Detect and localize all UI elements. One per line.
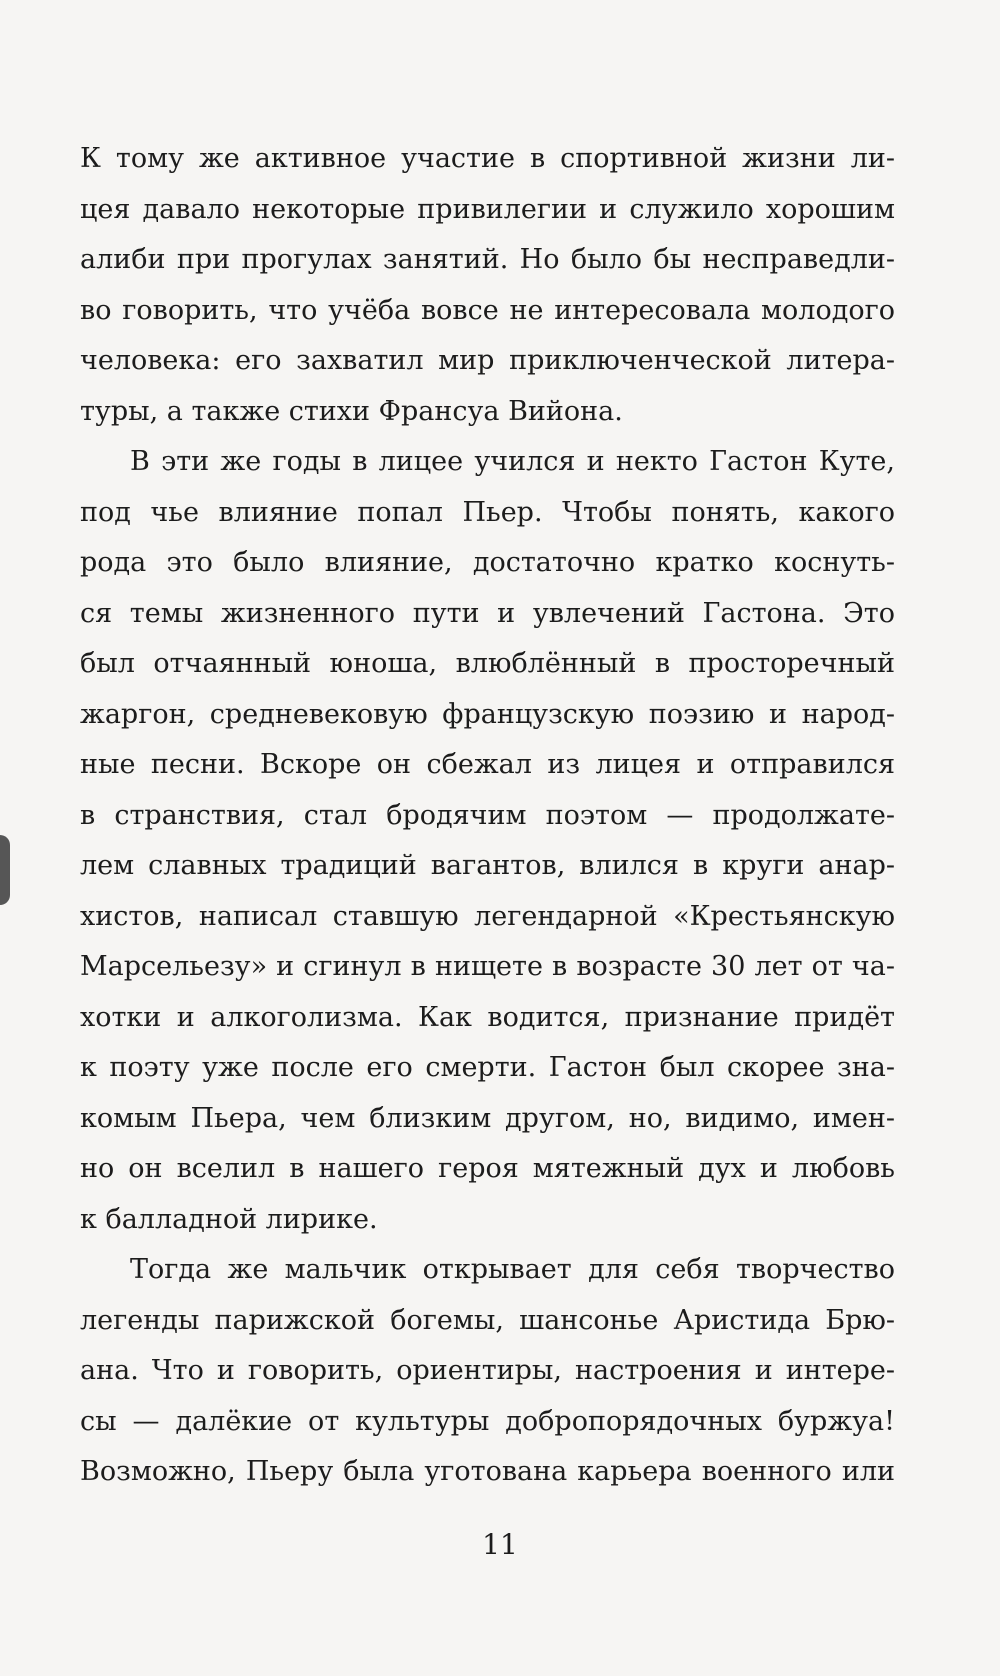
text-line: Возможно, Пьеру была уготована карьера военного или bbox=[80, 1456, 895, 1487]
text-line: жаргон, средневековую французскую поэзию и народ- bbox=[80, 698, 895, 730]
text-line: ана. Что и говорить, ориентиры, настроения и интере- bbox=[80, 1355, 895, 1386]
text-line: но он вселил в нашего героя мятежный дух и любовь bbox=[80, 1153, 895, 1184]
text-line: в странствия, стал бродячим поэтом — продолжате- bbox=[80, 799, 895, 831]
page-number: 11 bbox=[482, 1528, 518, 1561]
text-line: комым Пьера, чем близким другом, но, видимо, имен- bbox=[80, 1102, 895, 1134]
text-line: во говорить, что учёба вовсе не интересовала молодого bbox=[80, 294, 895, 326]
text-line: ные песни. Вскоре он сбежал из лицея и отправился bbox=[80, 749, 895, 780]
text-line: В эти же годы в лицее учился и некто Гастон Куте, bbox=[130, 446, 895, 477]
text-line: алиби при прогулах занятий. Но было бы несправедли- bbox=[80, 244, 895, 275]
text-line: был отчаянный юноша, влюблённый в просторечный bbox=[80, 648, 895, 679]
text-line: к поэту уже после его смерти. Гастон был скорее зна- bbox=[80, 1052, 895, 1083]
text-line: хотки и алкоголизма. Как водится, признание придёт bbox=[80, 1001, 895, 1033]
text-line: Марсельезу» и сгинул в нищете в возрасте 30 лет от ча- bbox=[80, 951, 895, 982]
text-line: цея давало некоторые привилегии и служило хорошим bbox=[80, 193, 895, 225]
text-line: хистов, написал ставшую легендарной «Крестьянскую bbox=[80, 900, 895, 932]
text-line: к балладной лирике. bbox=[80, 1203, 378, 1235]
text-line: лем славных традиций вагантов, влился в круги анар- bbox=[80, 850, 895, 881]
text-line: Тогда же мальчик открывает для себя творчество bbox=[130, 1254, 895, 1285]
body-text bbox=[80, 134, 895, 1498]
text-line: К тому же активное участие в спортивной жизни ли- bbox=[80, 143, 895, 174]
binding-shadow bbox=[0, 835, 10, 905]
text-line: человека: его захватил мир приключенческой литера- bbox=[80, 345, 895, 376]
text-line: туры, а также стихи Франсуа Вийона. bbox=[80, 395, 623, 427]
text-line: под чье влияние попал Пьер. Чтобы понять, какого bbox=[80, 496, 895, 528]
text-line: рода это было влияние, достаточно кратко коснуть- bbox=[80, 547, 895, 578]
text-line: легенды парижской богемы, шансонье Аристида Брю- bbox=[80, 1304, 895, 1336]
text-line: ся темы жизненного пути и увлечений Гастона. Это bbox=[80, 597, 895, 629]
text-line: сы — далёкие от культуры добропорядочных буржуа! bbox=[80, 1405, 895, 1437]
